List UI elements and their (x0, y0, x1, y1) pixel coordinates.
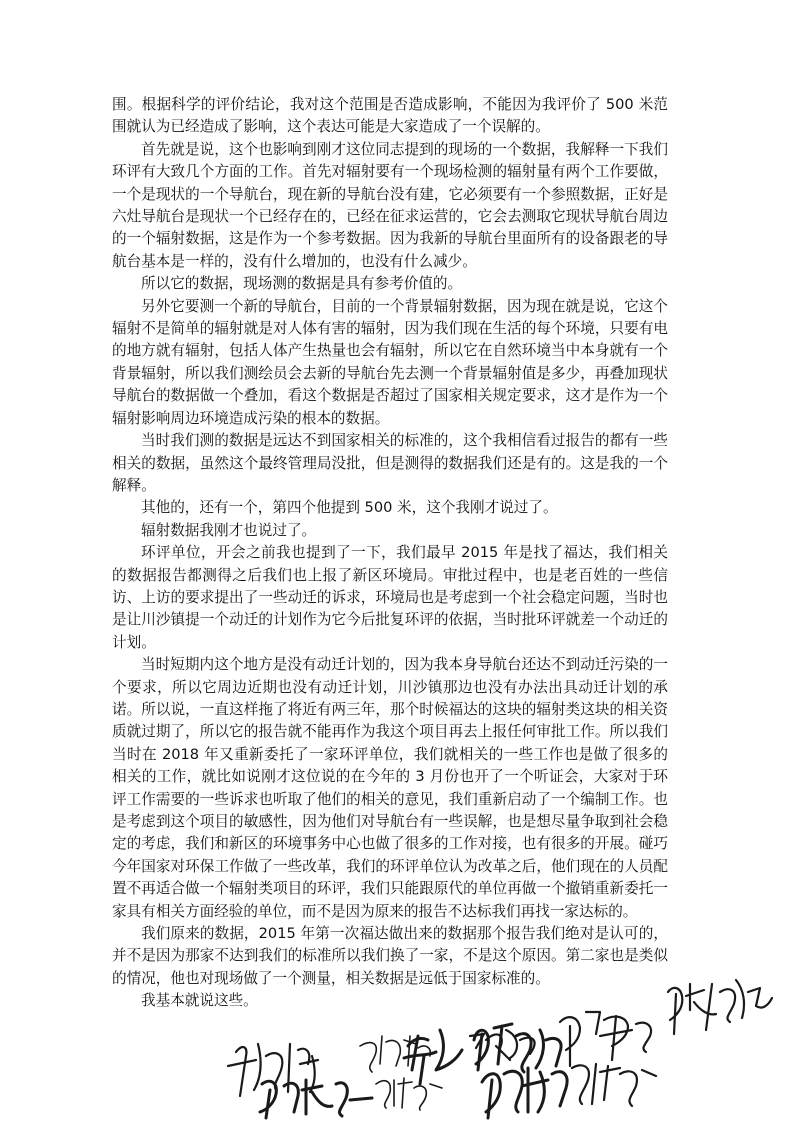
paragraph: 所以它的数据，现场测的数据是具有参考价值的。 (141, 275, 463, 293)
paragraph: 围。根据科学的评价结论，我对这个范围是否造成影响，不能因为我评价了 500 米范围就认为已经造成了影响，这个表达可能是大家造成了一个误解的。 (112, 96, 668, 136)
signature (260, 1080, 372, 1118)
signature (482, 1064, 656, 1118)
paragraph: 其他的，还有一个，第四个他提到 500 米，这个我刚才说过了。 (141, 499, 558, 517)
paragraph: 首先就是说，这个也影响到刚才这位同志提到的现场的一个数据，我解释一下我们环评有大致几个方面的工作。首先对辐射要有一个现场检测的辐射量有两个工作要做，一个是现状的一个导航台，现在新的导航台没有建，它必须要有一个参照数据，正好是六灶导航台是现状一个已经存在的，已经在征求运营的，它会去测取它现状导航台周边的一个辐射数据，这是作为一个参考数据。因为我新的导航台里面所有的设备跟老的导航台基本是一样的，没有什么增加的，也没有什么减少。 (112, 140, 668, 270)
paragraph: 当时我们测的数据是远达不到国家相关的标准的，这个我相信看过报告的都有一些相关的数据，虽然这个最终管理局没批，但是测得的数据我们还是有的。这是我的一个解释。 (112, 432, 668, 494)
paragraph: 环评单位，开会之前我也提到了一下，我们最早 2015 年是找了福达，我们相关的数据报告都测得之后我们也上报了新区环境局。审批过程中，也是老百姓的一些信访、上访的要求提出了一些动迁的诉求，环境局也是考虑到一个社会稳定问题，当时也是让川沙镇提一个动迁的计划作为它今后批复环评的依据，当时批环评就差一个动迁的计划。 (112, 544, 668, 651)
signature (668, 980, 772, 1034)
signature (404, 1030, 535, 1084)
paragraph: 辐射数据我刚才也说过了。 (141, 521, 317, 539)
paragraph: 另外它要测一个新的导航台，目前的一个背景辐射数据，因为现在就是说，它这个辐射不是简单的辐射就是对人体有害的辐射，因为我们现在生活的每个环境，只要有电的地方就有辐射，包括人体产生热量也会有辐射，所以它在自然环境当中本身就有一个背景辐射，所以我们测绘员会去新的导航台先去测一个背景辐射值是多少，再叠加现状导航台的数据做一个叠加，看这个数据是否超过了国家相关规定要求，这才是作为一个辐射影响周边环境造成污染的根本的数据。 (112, 297, 668, 427)
signature (560, 1012, 651, 1066)
paragraph: 我们原来的数据，2015 年第一次福达做出来的数据那个报告我们绝对是认可的，并不是因为那家不达到我们的标准所以我们换了一家，不是这个原因。第二家也是类似的情况，他也对现场做了一个测量，相关数据是远低于国家标准的。 (112, 925, 668, 987)
signature (376, 1078, 442, 1110)
paragraph: 我基本就说这些。 (141, 992, 258, 1010)
paragraph: 当时短期内这个地方是没有动迁计划的，因为我本身导航台还达不到动迁污染的一个要求，所以它周边近期也没有动迁计划，川沙镇那边也没有办法出具动迁计划的承诺。所以说，一直这样拖了将近有两三年，那个时候福达的这块的辐射类这块的相关资质就过期了，所以它的报告就不能再作为我这个项目再去上报任何审批工作。所以我们当时在 2018 年又重新委托了一家环评单位，我们就相关的一些工作也是做了很多的相关的工作，就比如说刚才这位说的在今年的 3 月份也开了一个听证会，大家对于环评工作需要的一些诉求也听取了他们的相关的意见，我们重新启动了一个编制工作。也是考虑到这个项目的敏感性，因为他们对导航台有一些误解，也是想尽量争取到社会稳定的考虑，我们和新区的环境事务中心也做了很多的工作对接，也有很多的开展。碰巧今年国家对环保工作做了一些改革，我们的环评单位认为改革之后，他们现在的人员配置不再适合做一个辐射类项目的环评，我们只能跟原代的单位再做一个撤销重新委托一家具有相关方面经验的单位，而不是因为原来的报告不达标我们再找一家达标的。 (112, 656, 668, 920)
